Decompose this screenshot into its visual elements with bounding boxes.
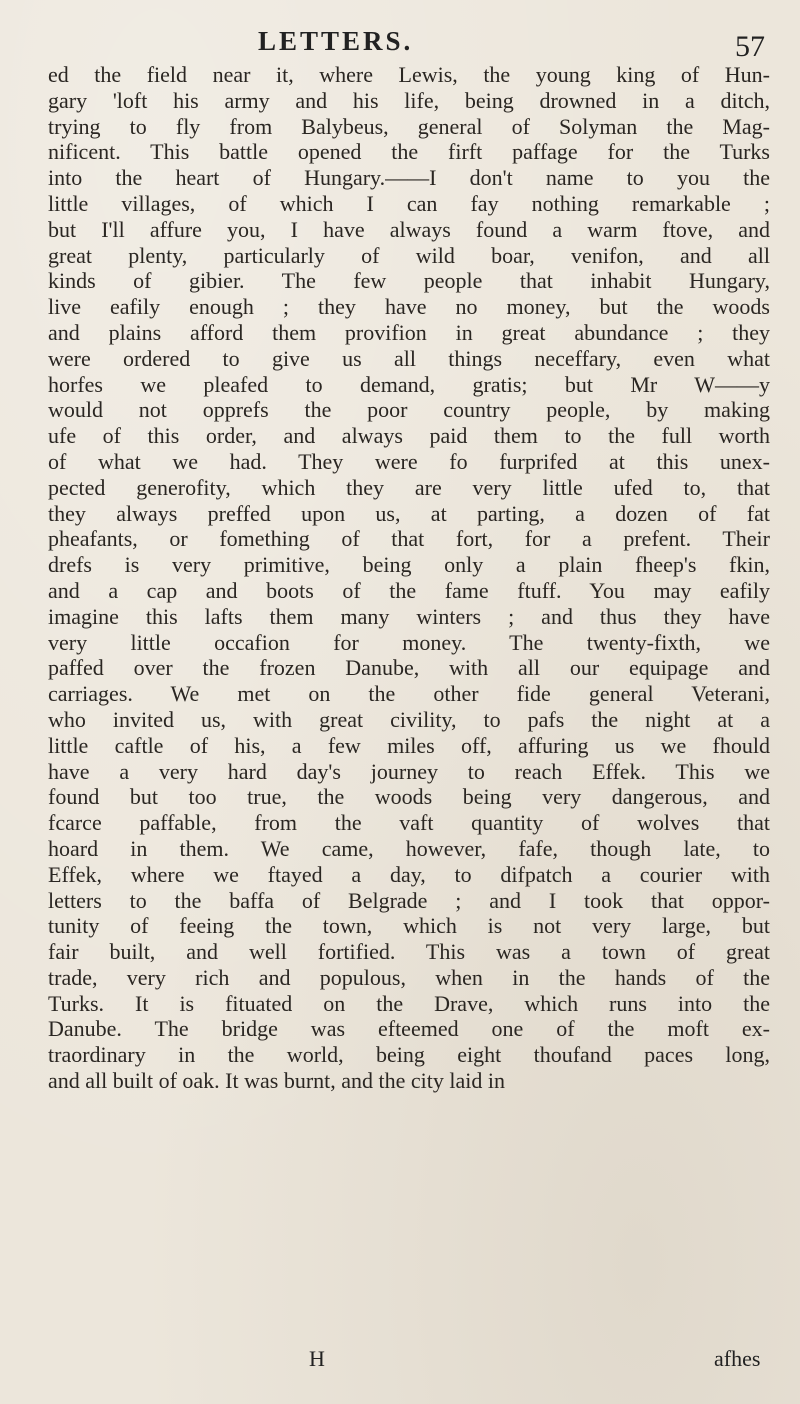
- text-line: found but too true, the woods being very dangerous, and: [48, 784, 770, 810]
- signature-mark: H: [309, 1346, 325, 1371]
- text-line: have a very hard day's journey to reach Effek. This we: [48, 758, 770, 784]
- text-line: hoard in them. We came, however, fafe, though late, to: [48, 835, 770, 861]
- page-footer: [0, 1346, 800, 1376]
- text-line: tunity of feeing the town, which is not very large, but: [48, 913, 770, 939]
- text-line: were ordered to give us all things neceffary, even what: [48, 345, 770, 371]
- text-line: nificent. This battle opened the firft paffage for the Turks: [48, 139, 770, 165]
- text-line: live eafily enough ; they have no money, but the woods: [48, 294, 770, 320]
- running-title: LETTERS.: [258, 26, 414, 56]
- text-line: drefs is very primitive, being only a plain fheep's fkin,: [48, 552, 770, 578]
- text-line: fair built, and well fortified. This was a town of great: [48, 939, 770, 965]
- text-line: pected generofity, which they are very little ufed to, that: [48, 474, 770, 500]
- text-line: imagine this lafts them many winters ; and thus they have: [48, 603, 770, 629]
- page-number: 57: [735, 30, 765, 63]
- text-line: traordinary in the world, being eight thoufand paces long,: [48, 1042, 770, 1068]
- text-line: trade, very rich and populous, when in the hands of the: [48, 964, 770, 990]
- text-line: they always preffed upon us, at parting, a dozen of fat: [48, 500, 770, 526]
- body-text: [48, 62, 770, 1094]
- running-head: [0, 26, 800, 66]
- text-line: Effek, where we ftayed a day, to difpatch a courier with: [48, 861, 770, 887]
- text-line: ed the field near it, where Lewis, the young king of Hun-: [48, 62, 770, 87]
- text-line: Danube. The bridge was efteemed one of the moft ex-: [48, 1016, 770, 1042]
- text-line: fcarce paffable, from the vaft quantity of wolves that: [48, 810, 770, 836]
- text-line: trying to fly from Balybeus, general of Solyman the Mag-: [48, 113, 770, 139]
- text-line: would not opprefs the poor country people, by making: [48, 397, 770, 423]
- text-line: and all built of oak. It was burnt, and the city laid in: [48, 1068, 506, 1094]
- text-line: carriages. We met on the other fide general Veterani,: [48, 681, 770, 707]
- text-line: who invited us, with great civility, to pafs the night at a: [48, 706, 770, 732]
- text-line: into the heart of Hungary.——I don't name to you the: [48, 165, 770, 191]
- text-line: paffed over the frozen Danube, with all our equipage and: [48, 655, 770, 681]
- catchword: afhes: [714, 1346, 761, 1371]
- text-line: little caftle of his, a few miles off, affuring us we fhould: [48, 732, 770, 758]
- text-line: and plains afford them provifion in great abundance ; they: [48, 319, 770, 345]
- text-line: pheafants, or fomething of that fort, for a prefent. Their: [48, 526, 770, 552]
- text-line: little villages, of which I can fay nothing remarkable ;: [48, 190, 770, 216]
- text-line: horfes we pleafed to demand, gratis; but Mr W——y: [48, 371, 770, 397]
- text-line: of what we had. They were fo furprifed at this unex-: [48, 448, 770, 474]
- text-line: kinds of gibier. The few people that inhabit Hungary,: [48, 268, 770, 294]
- text-line: great plenty, particularly of wild boar, venifon, and all: [48, 242, 770, 268]
- text-line: letters to the baffa of Belgrade ; and I took that oppor-: [48, 887, 770, 913]
- text-line: but I'll affure you, I have always found a warm ftove, and: [48, 216, 770, 242]
- text-line: very little occafion for money. The twenty-fixth, we: [48, 629, 770, 655]
- text-line: Turks. It is fituated on the Drave, which runs into the: [48, 990, 770, 1016]
- text-line: and a cap and boots of the fame ftuff. You may eafily: [48, 577, 770, 603]
- text-line: gary 'loft his army and his life, being drowned in a ditch,: [48, 87, 770, 113]
- text-line: ufe of this order, and always paid them to the full worth: [48, 423, 770, 449]
